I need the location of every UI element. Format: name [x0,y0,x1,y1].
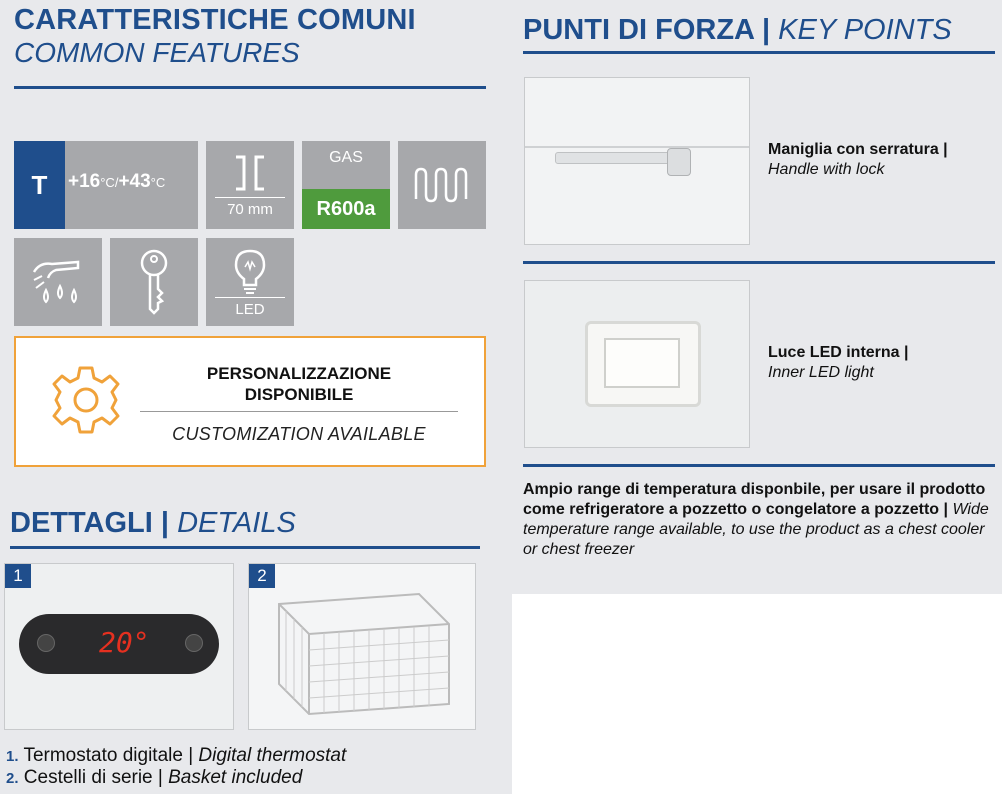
led-label: LED [235,300,265,318]
temperature-range [68,171,165,193]
temp-unit: °C [150,175,166,190]
lock-icon [667,148,691,176]
customization-box [14,336,486,467]
handle-photo [524,77,750,245]
detail-item [6,767,302,790]
key-point-en: Handle with lock [768,161,885,178]
condenser-coil-icon [412,165,472,205]
common-features-subtitle: COMMON FEATURES [14,37,300,68]
divider [523,51,995,54]
key-icon [134,247,174,317]
defrost-tile [14,238,102,326]
detail-badge: 2 [249,564,275,588]
details-title-en: DETAILS [177,507,296,539]
key-points-title-it: PUNTI DI FORZA | [523,14,771,46]
common-features-title: CARATTERISTICHE COMUNI [14,4,416,36]
gear-icon [50,364,122,436]
detail-badge: 1 [5,564,31,588]
insulation-tile [206,141,294,229]
lock-tile [110,238,198,326]
key-point [768,140,948,180]
basket-photo [248,563,476,730]
led-light-icon [604,338,680,388]
condenser-tile [398,141,486,229]
details-title [10,506,296,540]
detail-label-it: Cestelli di serie | [23,767,163,788]
key-points-title-en: KEY POINTS [778,14,952,46]
divider [14,86,486,89]
detail-item [6,745,346,768]
customization-english: CUSTOMIZATION AVAILABLE [172,424,426,444]
key-point-en: Inner LED light [768,364,874,381]
thermostat-photo [4,563,234,730]
insulation-thickness-icon [224,153,276,195]
thermostat-button [37,634,55,652]
led-housing [585,321,701,407]
divider [140,411,458,412]
blank-area [512,594,1002,794]
divider [523,261,995,264]
handle-bar [555,152,677,164]
range-text-en: Wide temperature range available, to use the product as a chest cooler or chest freezer [523,501,989,558]
led-light-photo [524,280,750,448]
temp-high: +43 [118,171,151,192]
thermostat-display: 20° [99,626,150,659]
class-letter: T [14,141,65,229]
led-tile [206,238,294,326]
range-text-it: Ampio range di temperatura disponbile, per usare il prodotto come refrigeratore a pozzetto o congelatore a pozzetto | [523,481,986,518]
detail-number: 1. [6,748,19,765]
key-point [768,343,909,383]
gas-tile [302,141,390,229]
gas-value: R600a [302,189,390,229]
temp-unit: °C/ [100,175,119,190]
temperature-class-tile [14,141,198,229]
divider [10,546,480,549]
detail-label-en: Basket included [168,767,303,788]
customization-line1: PERSONALIZZAZIONE [206,364,392,383]
temperature-range-text [523,480,993,560]
detail-label-it: Termostato digitale | [23,745,194,766]
thermostat-button [185,634,203,652]
key-point-it: Luce LED interna | [768,344,909,361]
lid-seam [525,146,749,148]
detail-label-en: Digital thermostat [198,745,347,766]
detail-number: 2. [6,770,19,787]
thermostat-panel [19,614,219,674]
divider [523,464,995,467]
key-point-it: Maniglia con serratura | [768,141,948,158]
customization-heading [140,363,458,405]
light-bulb-icon [230,247,270,295]
gas-label: GAS [329,149,363,166]
customization-line2: DISPONIBILE [244,385,354,404]
details-title-it: DETTAGLI | [10,507,170,539]
temp-low: +16 [68,171,101,192]
insulation-value: 70 mm [227,200,273,218]
key-points-title [523,13,952,47]
wire-basket-image [269,584,459,724]
water-drain-icon [26,250,90,314]
